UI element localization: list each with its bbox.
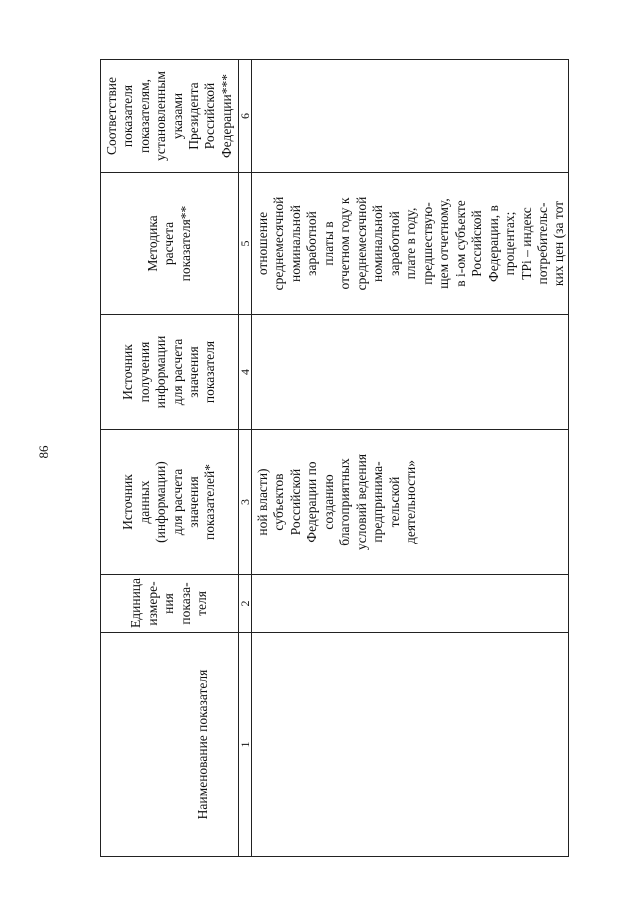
header-info-source: Источник получения информации для расчета значения показателя [101, 315, 239, 430]
header-data-source: Источник данных (информации) для расчета значения показателей* [101, 430, 239, 575]
page-number: 86 [36, 445, 51, 459]
header-calculation-method: Методика расчета показателя** [101, 173, 239, 315]
column-number: 4 [239, 315, 252, 430]
column-number: 5 [239, 173, 252, 315]
column-number: 3 [239, 430, 252, 575]
rotated-table [100, 60, 565, 857]
column-number: 1 [239, 633, 252, 857]
cell-indicator-name [252, 633, 569, 857]
table-header-row [101, 60, 239, 857]
cell-data-source: ной власти) субъектов Российской Федерации по созданию благоприятных условий ведения предпринима- тельской деятельности» [252, 430, 569, 575]
header-unit: Единица измере- ния показа- теля [101, 575, 239, 633]
header-presidential-compliance: Соответствие показателя показателям, установленным указами Президента Российской Федерации*** [101, 60, 239, 173]
rotated-table-wrapper [100, 60, 565, 857]
column-number-row [239, 60, 252, 857]
table-row [252, 60, 569, 857]
column-number: 2 [239, 575, 252, 633]
cell-info-source [252, 315, 569, 430]
cell-calculation-method: отношение среднемесячной номинальной заработной платы в отчетном году к среднемесячной номинальной заработной плате в году, предшествую- щем отчетному, в i-ом субъекте Российской Федерации, в процентах; TPi – индекс потребительс- ких цен (за тот [252, 173, 569, 315]
cell-unit [252, 575, 569, 633]
indicator-table [100, 59, 569, 857]
column-number: 6 [239, 60, 252, 173]
header-indicator-name: Наименование показателя [101, 633, 239, 857]
cell-presidential-compliance [252, 60, 569, 173]
